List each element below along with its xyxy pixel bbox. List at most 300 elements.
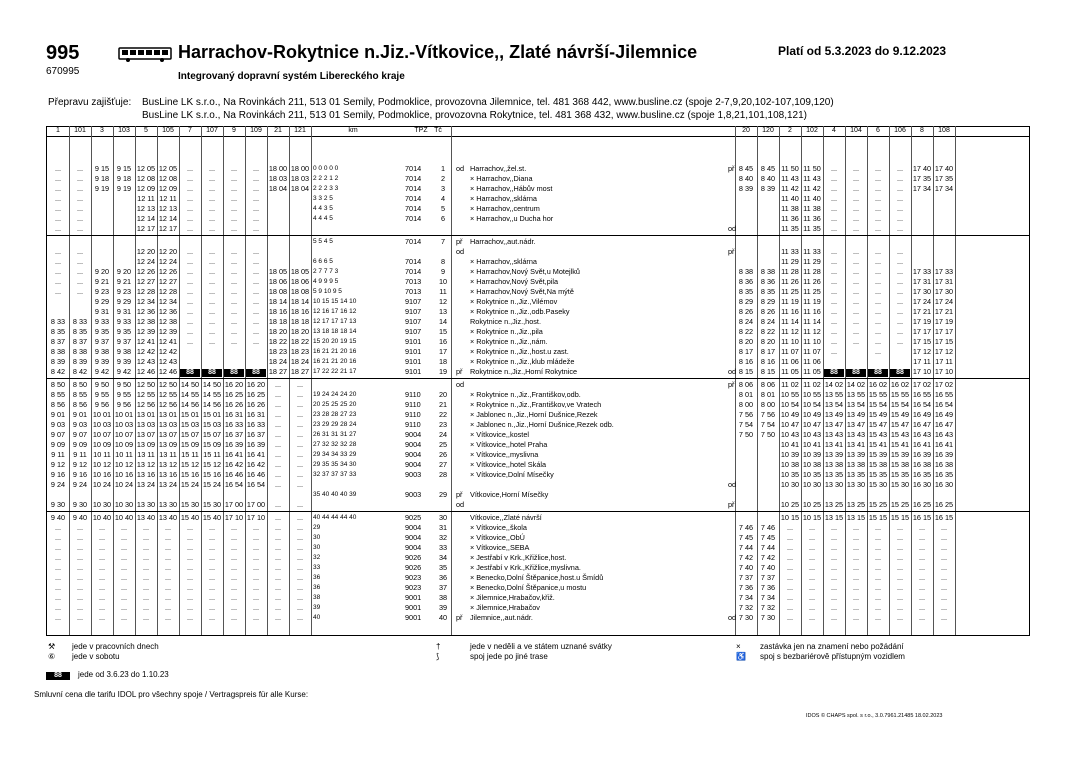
departure-time: 16 20	[224, 380, 244, 389]
departure-time: ...	[896, 257, 904, 266]
stop-name: × Harrachov,,sklárna	[470, 257, 537, 266]
departure-time: ...	[852, 603, 860, 612]
departure-time: ...	[252, 603, 260, 612]
stop-number: 26	[438, 450, 448, 459]
departure-time: 10 47	[802, 420, 822, 429]
legend-request-symbol: ×	[736, 642, 741, 651]
legend-badge: 88	[46, 672, 70, 680]
departure-time: 15 16	[180, 470, 200, 479]
tpz-code: 7014	[405, 194, 422, 203]
departure-time: ...	[808, 533, 816, 542]
tpz-code: 7013	[405, 277, 422, 286]
departure-time: 18 18	[268, 317, 288, 326]
departure-time: 11 12	[803, 327, 821, 336]
departure-time: ...	[54, 553, 62, 562]
km-values: 16 21 21 20 16	[313, 358, 357, 365]
tpz-code: 9107	[405, 327, 422, 336]
departure-time: 15 39	[868, 450, 888, 459]
stop-name: × Vítkovice,,kostel	[470, 430, 530, 439]
departure-time: 8 35	[72, 327, 88, 336]
departure-time: ...	[830, 267, 838, 276]
departure-time: 11 25	[781, 287, 799, 296]
departure-time: ...	[786, 603, 794, 612]
departure-time: 7 45	[760, 533, 776, 542]
timetable-row	[47, 420, 1029, 430]
timetable-row	[47, 553, 1029, 563]
timetable-row	[47, 297, 1029, 307]
stop-name: × Jablonec n.,Jiz.,Horní Dušnice,Rezek odb.	[470, 420, 614, 429]
departure-time: ...	[142, 603, 150, 612]
departure-time: 16 43	[934, 430, 954, 439]
departure-time: 9 11	[51, 450, 65, 459]
departure-time: 9 39	[94, 357, 110, 366]
departure-time: ...	[830, 224, 838, 233]
departure-time: ...	[76, 593, 84, 602]
departure-time: 15 43	[868, 430, 888, 439]
km-values: 0 0 0 0 0	[313, 165, 339, 172]
departure-time: ...	[808, 563, 816, 572]
departure-time: 15 41	[890, 440, 910, 449]
stop-name: × Vítkovice,,SEBA	[470, 543, 530, 552]
departure-time: 13 09	[158, 440, 178, 449]
departure-time: 9 30	[50, 500, 66, 509]
departure-time: 8 20	[738, 337, 754, 346]
departure-time: ...	[852, 593, 860, 602]
departure-time: ...	[186, 613, 194, 622]
departure-time: ...	[274, 450, 282, 459]
departure-time: 14 56	[180, 400, 200, 409]
departure-time	[201, 367, 223, 377]
timetable-row	[47, 450, 1029, 460]
departure-time: 7 37	[738, 573, 754, 582]
km-values: 36	[313, 584, 321, 591]
stop-name: × Harrachov,,u Ducha hor	[470, 214, 554, 223]
carrier-line-1: BusLine LK s.r.o., Na Rovinkách 211, 513 01 Semily, Podmoklice, provozovna Jilemnice, tel. 481 368 442, www.busline.cz (spoje 2-7,9,20,102-107,109,120)	[142, 97, 834, 108]
departure-time: 17 17	[934, 327, 954, 336]
departure-time: ...	[76, 277, 84, 286]
departure-time: 17 10	[224, 513, 244, 522]
departure-time: ...	[918, 603, 926, 612]
departure-time: 11 50	[781, 164, 799, 173]
departure-time: ...	[76, 194, 84, 203]
departure-time: 9 15	[116, 164, 132, 173]
departure-time: ...	[274, 553, 282, 562]
stop-number: 30	[438, 513, 448, 522]
departure-time: 7 37	[760, 573, 776, 582]
departure-time: 10 07	[92, 430, 112, 439]
tpz-code: 7014	[405, 214, 422, 223]
departure-time: 11 25	[803, 287, 821, 296]
departure-time: ...	[252, 533, 260, 542]
departure-time: 17 33	[934, 267, 954, 276]
departure-time: 13 41	[846, 440, 866, 449]
departure-time: 17 31	[912, 277, 932, 286]
departure-time: ...	[896, 224, 904, 233]
tpz-code: 7014	[405, 257, 422, 266]
departure-time: 7 54	[738, 420, 754, 429]
departure-time: 7 45	[738, 533, 754, 542]
departure-time: 13 47	[824, 420, 844, 429]
departure-time: ...	[186, 194, 194, 203]
column-header: 106	[894, 127, 906, 134]
departure-time: ...	[54, 523, 62, 532]
departure-time: ...	[852, 543, 860, 552]
departure-time: 17 11	[935, 357, 953, 366]
departure-time: 15 55	[890, 390, 910, 399]
timetable-row	[47, 277, 1029, 287]
stop-name: × Rokytnice n.,Jiz.,odb.Paseky	[470, 307, 570, 316]
tpz-code: 9003	[405, 490, 422, 499]
departure-time: 10 12	[114, 460, 134, 469]
departure-time: 18 00	[290, 164, 310, 173]
departure-time: 12 34	[136, 297, 156, 306]
departure-time: 17 19	[934, 317, 954, 326]
departure-time: 11 36	[803, 214, 821, 223]
departure-time: ...	[98, 613, 106, 622]
km-values: 32 37 37 37 33	[313, 471, 357, 478]
tpz-code: 9107	[405, 297, 422, 306]
departure-time: 16 02	[868, 380, 888, 389]
km-values: 40	[313, 614, 321, 621]
departure-time: 8 39	[72, 357, 88, 366]
departure-time: 8 40	[738, 174, 754, 183]
departure-time: ...	[120, 523, 128, 532]
tpz-code: 9101	[405, 367, 422, 376]
departure-time: ...	[230, 533, 238, 542]
departure-time: ...	[830, 297, 838, 306]
seasonal-badge: 88	[868, 369, 888, 377]
departure-time: ...	[208, 573, 216, 582]
arrival-departure-flag: od	[456, 380, 465, 389]
departure-time: ...	[208, 277, 216, 286]
timetable-row	[47, 327, 1029, 337]
departure-time: 9 37	[94, 337, 110, 346]
departure-time: 7 34	[760, 593, 776, 602]
stop-number: 40	[438, 613, 448, 622]
departure-time: 12 36	[158, 307, 178, 316]
departure-time: 8 29	[738, 297, 754, 306]
departure-time: ...	[896, 563, 904, 572]
departure-time: ...	[274, 400, 282, 409]
departure-time: ...	[230, 247, 238, 256]
departure-time: 13 01	[136, 410, 156, 419]
departure-time: ...	[874, 297, 882, 306]
departure-time: 7 50	[760, 430, 776, 439]
departure-time: ...	[874, 553, 882, 562]
departure-time: 15 11	[181, 450, 199, 459]
departure-time: ...	[54, 204, 62, 213]
departure-time: ...	[230, 214, 238, 223]
departure-time: 15 07	[202, 430, 222, 439]
stop-number: 16	[438, 337, 448, 346]
departure-time: 15 15	[868, 513, 888, 522]
timetable-row	[47, 237, 1029, 247]
departure-time: 8 33	[72, 317, 88, 326]
departure-time: 8 56	[72, 400, 88, 409]
departure-time: 18 03	[268, 174, 288, 183]
departure-time: 13 41	[824, 440, 844, 449]
departure-time: 15 30	[890, 480, 910, 489]
tc-header: Tč	[434, 127, 442, 134]
departure-time: 9 21	[116, 277, 132, 286]
departure-time: ...	[164, 593, 172, 602]
departure-time: ...	[252, 613, 260, 622]
departure-time: 12 11	[137, 194, 155, 203]
departure-time: 13 25	[824, 500, 844, 509]
departure-time: 8 45	[738, 164, 754, 173]
departure-time: ...	[918, 543, 926, 552]
departure-time: 16 15	[934, 513, 954, 522]
departure-time: ...	[230, 174, 238, 183]
departure-time: ...	[230, 543, 238, 552]
departure-time: ...	[208, 307, 216, 316]
timetable-row	[47, 390, 1029, 400]
departure-time: ...	[230, 613, 238, 622]
departure-time: ...	[230, 603, 238, 612]
departure-time: 9 23	[94, 287, 110, 296]
subtitle: Integrovaný dopravní systém Libereckého kraje	[178, 71, 405, 82]
departure-time: 9 12	[72, 460, 88, 469]
departure-time: ...	[830, 327, 838, 336]
departure-time: 16 38	[912, 460, 932, 469]
departure-time: ...	[230, 523, 238, 532]
departure-time: ...	[252, 523, 260, 532]
departure-time: ...	[98, 583, 106, 592]
seasonal-badge: 88	[180, 369, 200, 377]
km-values: 26 31 31 31 27	[313, 431, 357, 438]
departure-time: 10 03	[114, 420, 134, 429]
departure-time: ...	[120, 573, 128, 582]
departure-time: 12 08	[158, 174, 178, 183]
departure-time: 15 24	[180, 480, 200, 489]
km-values: 40 44 44 44 40	[313, 514, 357, 521]
departure-time: ...	[896, 337, 904, 346]
departure-time: 12 13	[136, 204, 156, 213]
departure-time: 18 22	[268, 337, 288, 346]
arrival-departure-flag: od	[456, 500, 465, 509]
departure-time: ...	[164, 523, 172, 532]
departure-time: ...	[164, 613, 172, 622]
departure-time: ...	[252, 563, 260, 572]
tpz-code: 9110	[405, 420, 421, 429]
arrival-departure-flag: od	[728, 224, 737, 233]
departure-time: 16 39	[934, 450, 954, 459]
departure-time: 16 46	[224, 470, 244, 479]
departure-time: 18 27	[268, 367, 288, 376]
departure-time: 8 37	[50, 337, 66, 346]
tpz-code: 9101	[405, 337, 422, 346]
departure-time: ...	[230, 327, 238, 336]
departure-time: ...	[786, 553, 794, 562]
departure-time: 10 16	[92, 470, 112, 479]
departure-time: 13 03	[158, 420, 178, 429]
departure-time: ...	[296, 390, 304, 399]
stop-number: 34	[438, 553, 448, 562]
km-values: 23 28 28 27 23	[313, 411, 357, 418]
stop-number: 29	[438, 490, 448, 499]
departure-time: 17 17	[912, 327, 932, 336]
price-note: Smluvní cena dle tarifu IDOL pro všechny spoje / Vertragspreis für alle Kurse:	[34, 690, 309, 699]
departure-time: 17 35	[934, 174, 954, 183]
departure-time: ...	[296, 583, 304, 592]
timetable-row	[47, 513, 1029, 523]
departure-time: 8 42	[72, 367, 88, 376]
departure-time: 11 43	[803, 174, 821, 183]
stop-name: × Vítkovice,,myslivna	[470, 450, 539, 459]
seasonal-badge: 88	[824, 369, 844, 377]
departure-time: ...	[874, 174, 882, 183]
stop-number: 2	[440, 174, 446, 183]
stop-name: × Harrachov,Nový Svět,u Motejlků	[470, 267, 580, 276]
departure-time: ...	[186, 593, 194, 602]
departure-time: ...	[252, 583, 260, 592]
departure-time: ...	[76, 287, 84, 296]
departure-time: ...	[874, 267, 882, 276]
departure-time: 8 15	[738, 367, 754, 376]
departure-time: 10 24	[92, 480, 112, 489]
departure-time: ...	[830, 184, 838, 193]
arrival-departure-flag: př	[728, 247, 735, 256]
km-values: 32	[313, 554, 321, 561]
tpz-code: 9001	[405, 593, 422, 602]
departure-time: ...	[230, 287, 238, 296]
departure-time: 16 46	[246, 470, 266, 479]
departure-time: 13 09	[136, 440, 156, 449]
departure-time: 12 13	[158, 204, 178, 213]
departure-time: 7 34	[738, 593, 754, 602]
departure-time: ...	[76, 204, 84, 213]
departure-time: ...	[896, 603, 904, 612]
tpz-code: 9023	[405, 583, 422, 592]
departure-time: ...	[852, 533, 860, 542]
departure-time: 10 12	[92, 460, 112, 469]
departure-time: 18 03	[290, 174, 310, 183]
departure-time: ...	[830, 287, 838, 296]
departure-time: ...	[252, 543, 260, 552]
departure-time: 11 14	[781, 317, 799, 326]
departure-time: 15 40	[180, 513, 200, 522]
departure-time: ...	[830, 337, 838, 346]
km-values: 30	[313, 544, 321, 551]
departure-time: 10 54	[780, 400, 800, 409]
departure-time: 12 55	[136, 390, 156, 399]
departure-time: 17 21	[912, 307, 932, 316]
departure-time: ...	[296, 420, 304, 429]
departure-time: ...	[786, 593, 794, 602]
arrival-departure-flag: od	[728, 480, 737, 489]
departure-time: 14 55	[202, 390, 222, 399]
departure-time: 11 26	[781, 277, 799, 286]
departure-time: 9 31	[94, 307, 110, 316]
departure-time: ...	[896, 204, 904, 213]
departure-time: ...	[142, 523, 150, 532]
stop-number: 12	[438, 297, 448, 306]
departure-time: 18 04	[268, 184, 288, 193]
departure-time: 9 24	[50, 480, 66, 489]
column-header: 109	[250, 127, 262, 134]
departure-time: 8 16	[760, 357, 776, 366]
departure-time: 8 00	[760, 400, 776, 409]
departure-time: ...	[208, 327, 216, 336]
tpz-code: 9004	[405, 450, 422, 459]
departure-time: ...	[852, 277, 860, 286]
departure-time: 10 40	[92, 513, 112, 522]
departure-time: ...	[852, 573, 860, 582]
departure-time: 7 44	[760, 543, 776, 552]
departure-time: 15 54	[890, 400, 910, 409]
departure-time: 11 02	[803, 380, 821, 389]
departure-time: ...	[296, 543, 304, 552]
stop-name: × Rokytnice n.,Jiz.,Vilémov	[470, 297, 558, 306]
departure-time: 9 24	[72, 480, 88, 489]
departure-time: ...	[230, 307, 238, 316]
departure-time: 15 24	[202, 480, 222, 489]
departure-time: 7 50	[738, 430, 754, 439]
departure-time: ...	[98, 573, 106, 582]
departure-time: 18 24	[268, 357, 288, 366]
departure-time: 12 05	[158, 164, 178, 173]
departure-time: 9 56	[94, 400, 110, 409]
departure-time: ...	[896, 317, 904, 326]
departure-time: ...	[830, 307, 838, 316]
stop-number: 31	[438, 523, 448, 532]
departure-time: ...	[830, 603, 838, 612]
departure-time: 18 24	[290, 357, 310, 366]
departure-time: 12 28	[158, 287, 178, 296]
departure-time: 17 24	[934, 297, 954, 306]
column-header: 104	[850, 127, 862, 134]
tpz-code: 7014	[405, 174, 422, 183]
legend-holiday: jede v neděli a ve státem uznané svátky	[470, 642, 612, 651]
departure-time: 11 26	[803, 277, 821, 286]
seasonal-badge: 88	[224, 369, 244, 377]
departure-time: 12 43	[136, 357, 156, 366]
departure-time: ...	[54, 563, 62, 572]
departure-time: ...	[852, 164, 860, 173]
departure-time: ...	[896, 553, 904, 562]
km-values: 35 40 40 40 39	[313, 491, 357, 498]
departure-time: 8 50	[72, 380, 88, 389]
departure-time: ...	[874, 543, 882, 552]
departure-time: 16 35	[912, 470, 932, 479]
departure-time: ...	[874, 563, 882, 572]
departure-time: 15 41	[868, 440, 888, 449]
departure-time: 18 05	[268, 267, 288, 276]
arrival-departure-flag: př	[456, 367, 463, 376]
departure-time: ...	[852, 307, 860, 316]
departure-time: 13 07	[136, 430, 156, 439]
departure-time: 11 28	[781, 267, 799, 276]
seasonal-badge: 88	[246, 369, 266, 377]
timetable-row	[47, 613, 1029, 623]
stop-number: 1	[440, 164, 446, 173]
departure-time: ...	[874, 277, 882, 286]
arrival-departure-flag: od	[456, 247, 465, 256]
departure-time: ...	[208, 613, 216, 622]
departure-time: ...	[274, 513, 282, 522]
departure-time: ...	[76, 267, 84, 276]
tpz-code: 9004	[405, 430, 422, 439]
departure-time: ...	[76, 583, 84, 592]
departure-time: ...	[208, 553, 216, 562]
timetable-row	[47, 267, 1029, 277]
stop-name: × Rokytnice n.,Jiz.,Františkov,ve Vratech	[470, 400, 602, 409]
km-values: 5 5 4 5	[313, 238, 333, 245]
departure-time: 13 25	[846, 500, 866, 509]
departure-time: 11 05	[803, 367, 821, 376]
departure-time: ...	[186, 307, 194, 316]
timetable-row	[47, 523, 1029, 533]
